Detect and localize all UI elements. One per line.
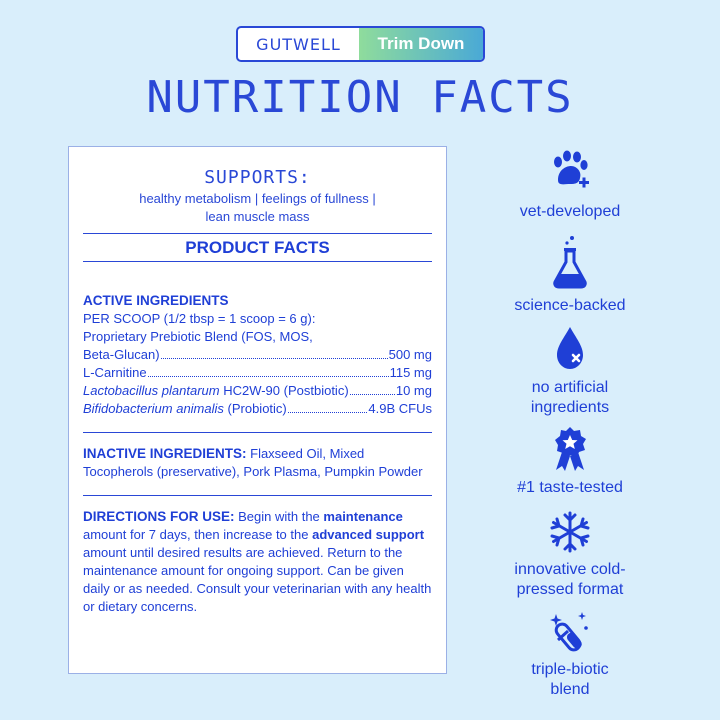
feature-label-line-2: pressed format	[516, 581, 624, 598]
ingredient-row	[83, 400, 432, 418]
section-divider	[83, 432, 432, 433]
supports-line-1: healthy metabolism | feelings of fullness |	[139, 191, 376, 206]
active-ingredients-label: ACTIVE INGREDIENTS	[83, 293, 229, 308]
paw-plus-icon	[546, 148, 594, 196]
ingredient-species: Bifidobacterium animalis	[83, 401, 224, 416]
active-ingredients	[83, 292, 432, 418]
feature-label: #1 taste-tested	[517, 479, 623, 496]
blend-line: Proprietary Prebiotic Blend (FOS, MOS,	[83, 329, 313, 344]
feature-no-artificial	[470, 324, 670, 418]
feature-label-line-2: blend	[550, 681, 590, 698]
feature-label: vet-developed	[519, 203, 621, 220]
brand-logo	[236, 26, 485, 62]
ingredient-name	[83, 400, 287, 418]
inactive-ingredients-text: Flaxseed Oil, Mixed Tocopherols (preservative), Pork Plasma, Pumpkin Powder	[83, 446, 423, 479]
leader-dots	[350, 385, 395, 395]
directions-maintenance: maintenance	[323, 509, 403, 524]
flask-icon	[546, 234, 594, 290]
ingredient-row	[83, 364, 432, 382]
ingredient-amount: 500 mg	[388, 347, 432, 362]
product-facts-heading: PRODUCT FACTS	[83, 233, 432, 262]
leader-dots	[161, 349, 388, 359]
feature-label-line-1: triple-biotic	[531, 661, 609, 678]
feature-taste-tested	[470, 426, 670, 498]
per-scoop: PER SCOOP (1/2 tbsp = 1 scoop = 6 g):	[83, 311, 316, 326]
inactive-ingredients-label: INACTIVE INGREDIENTS:	[83, 446, 247, 461]
ingredient-amount: 115 mg	[389, 365, 432, 380]
supports-heading: SUPPORTS:	[204, 167, 311, 188]
ribbon-badge-icon	[550, 426, 590, 472]
ingredient-row	[83, 382, 432, 400]
capsule-sparkle-icon	[548, 610, 592, 654]
facts-panel	[68, 146, 447, 674]
feature-label-line-2: ingredients	[530, 399, 610, 416]
ingredient-strain: (Probiotic)	[223, 401, 287, 416]
supports-line-2: lean muscle mass	[205, 209, 310, 224]
leader-dots	[288, 403, 368, 413]
feature-label-line-1: no artificial	[531, 379, 609, 396]
section-divider	[83, 495, 432, 496]
ingredient-name: L-Carnitine	[83, 365, 147, 380]
brand-name: GUTWELL	[256, 34, 341, 54]
ingredient-name	[83, 382, 349, 400]
directions-text-3: amount until desired results are achieved. Return to the maintenance amount for ongoing support. Can be given daily or as needed. Consult your veterinarian with any health or dietary concerns.	[83, 545, 432, 614]
directions	[83, 508, 432, 616]
feature-cold-pressed	[470, 510, 670, 600]
ingredient-amount: 4.9B CFUs	[368, 401, 432, 416]
feature-triple-biotic	[470, 610, 670, 700]
feature-science-backed	[470, 234, 670, 316]
directions-label: DIRECTIONS FOR USE:	[83, 509, 235, 524]
feature-vet-developed	[470, 148, 670, 222]
ingredient-amount: 10 mg	[395, 383, 432, 398]
ingredient-name: Beta-Glucan)	[83, 347, 160, 362]
directions-text-2: amount for 7 days, then increase to the	[83, 527, 313, 542]
supports-text	[83, 190, 432, 226]
feature-label-line-1: innovative cold-	[514, 561, 626, 578]
drop-x-icon	[548, 324, 592, 372]
product-name: Trim Down	[359, 28, 483, 60]
ingredient-row	[83, 346, 432, 364]
directions-advanced-support: advanced support	[312, 527, 425, 542]
leader-dots	[148, 367, 389, 377]
feature-label: science-backed	[514, 297, 626, 314]
inactive-ingredients	[83, 445, 432, 481]
snowflake-icon	[548, 510, 592, 554]
ingredient-species: Lactobacillus plantarum	[83, 383, 220, 398]
ingredient-strain: HC2W-90 (Postbiotic)	[219, 383, 349, 398]
page-title: NUTRITION FACTS	[146, 72, 574, 123]
directions-text-1: Begin with the	[234, 509, 324, 524]
